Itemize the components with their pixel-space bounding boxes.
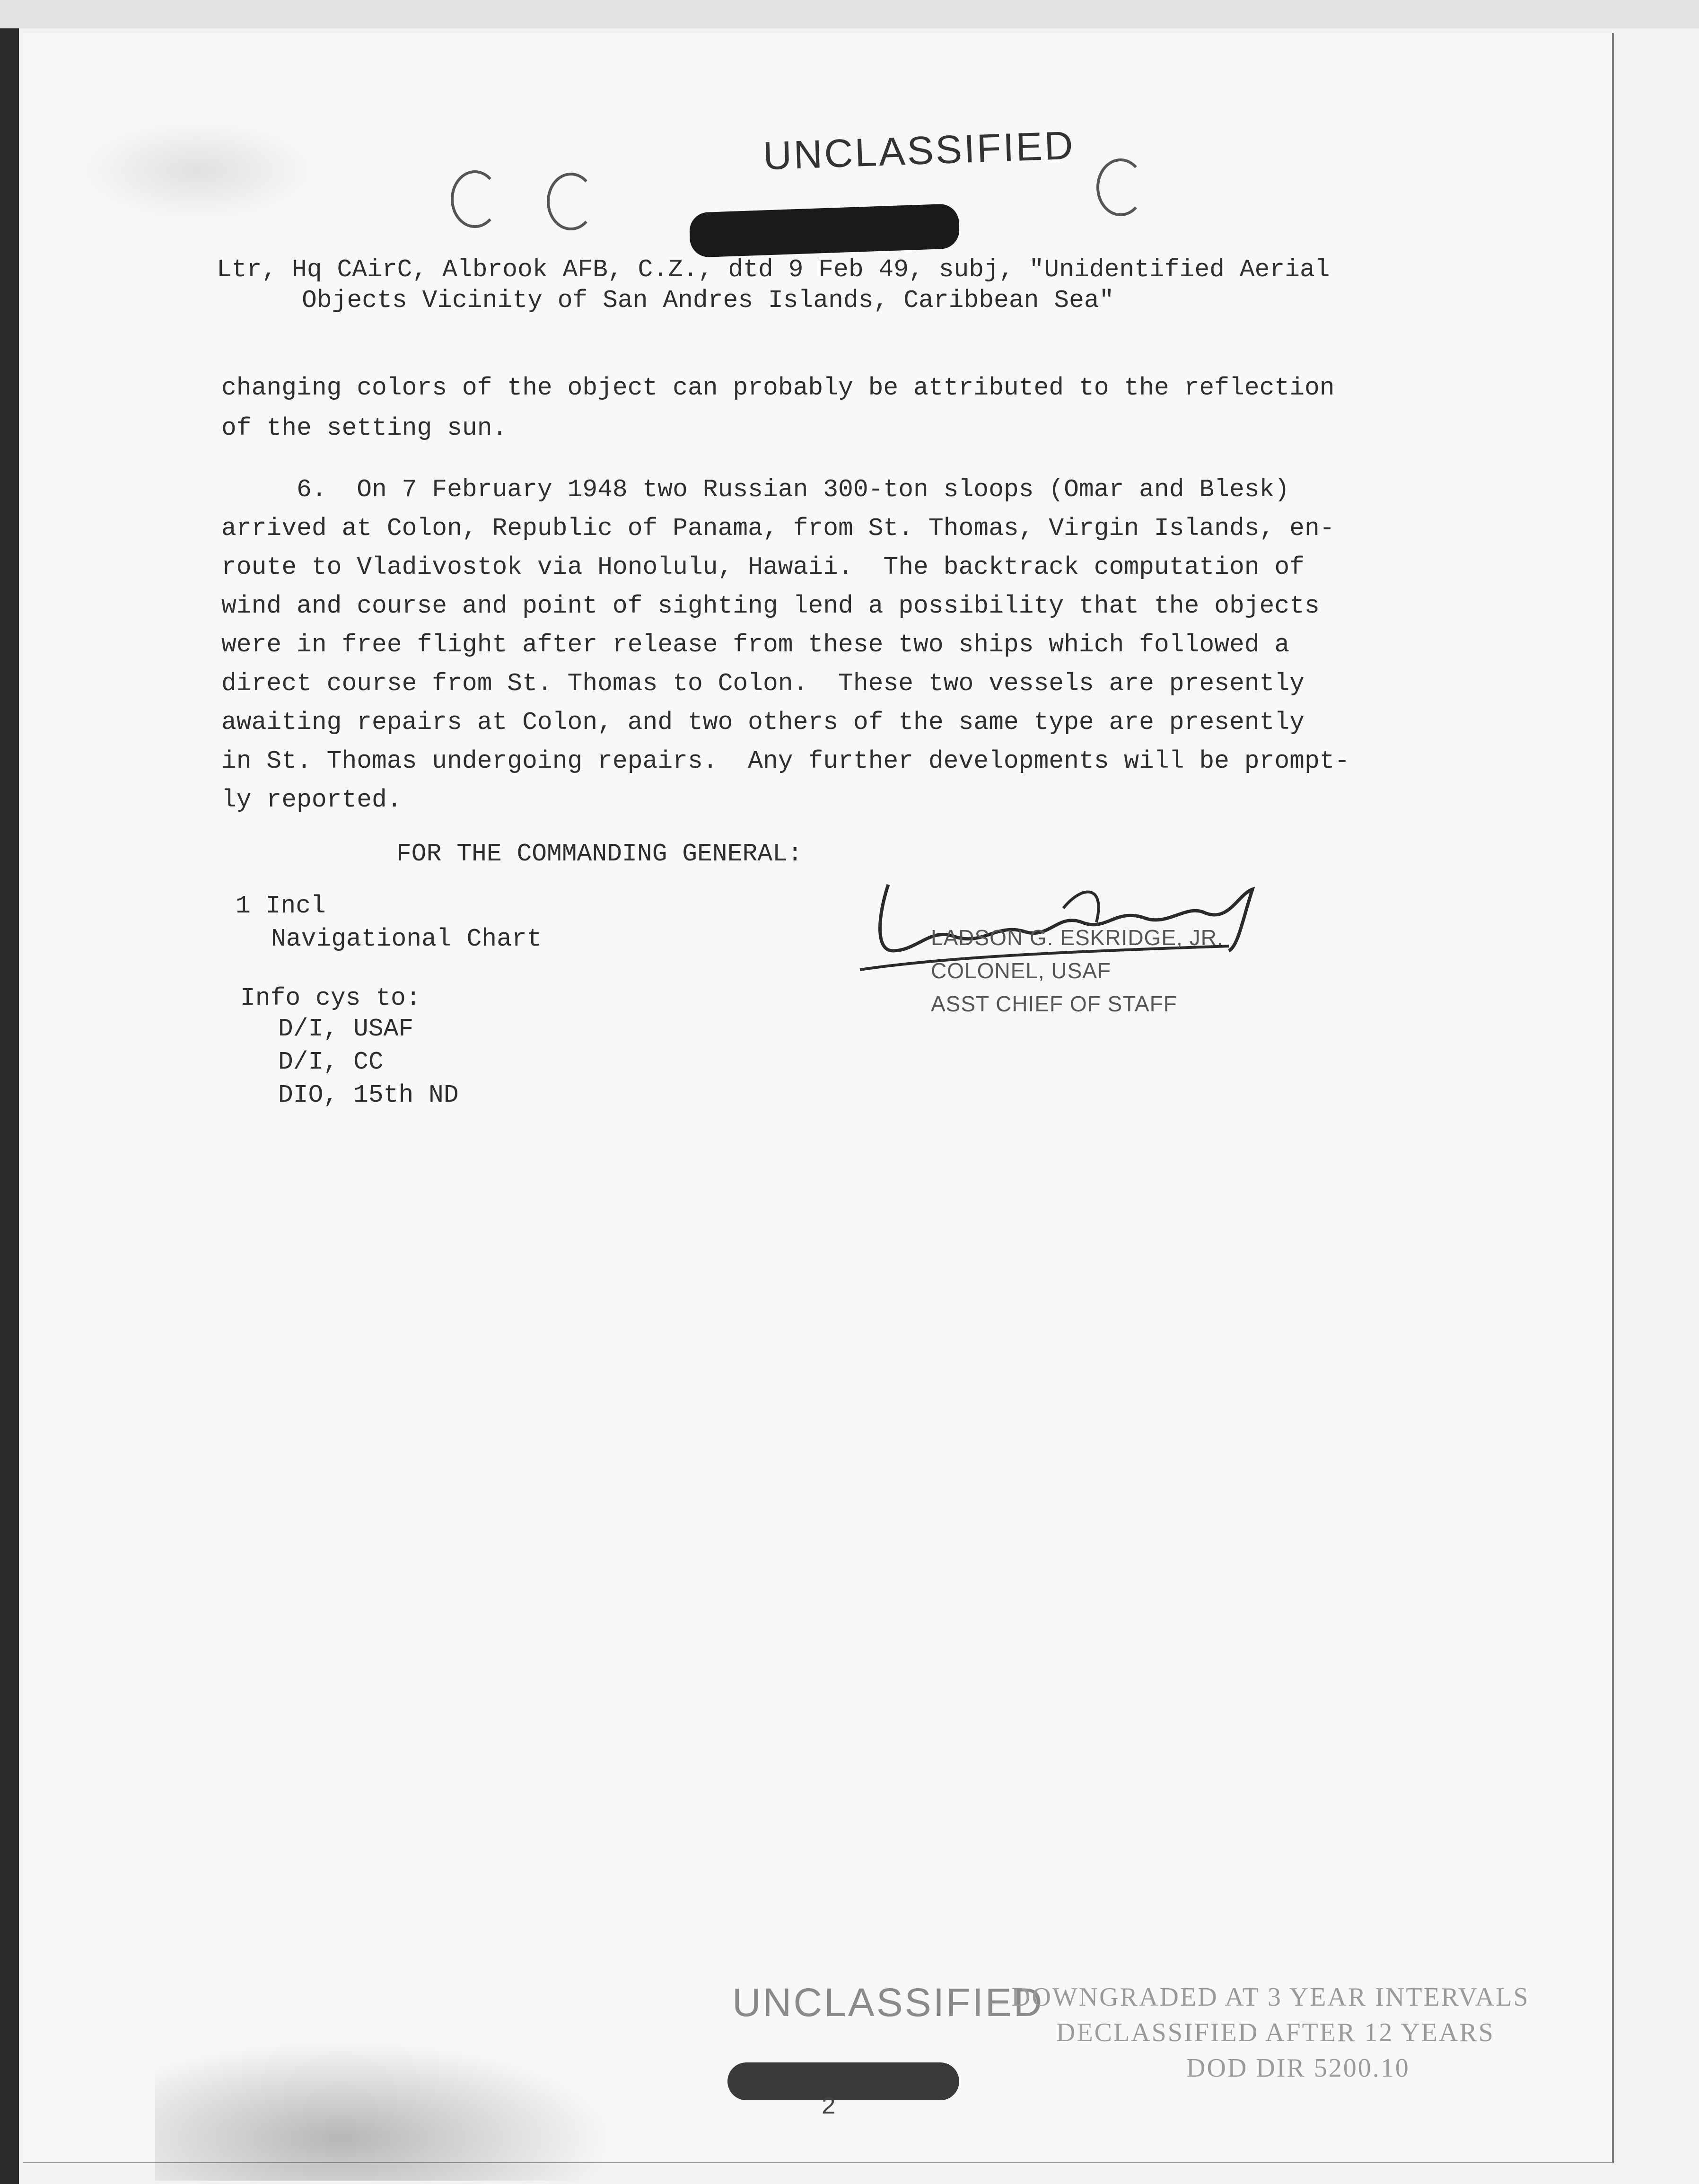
body-line: 6. On 7 February 1948 two Russian 300-ton sloops (Omar and Blesk) xyxy=(221,475,1290,504)
body-line: arrived at Colon, Republic of Panama, from St. Thomas, Virgin Islands, en- xyxy=(221,514,1335,543)
body-line: awaiting repairs at Colon, and two others of the same type are presently xyxy=(221,708,1305,737)
downgrade-line-1: DOWNGRADED AT 3 YEAR INTERVALS xyxy=(1011,1982,1530,2012)
scan-smudge-top xyxy=(75,118,321,222)
classification-stamp-top: UNCLASSIFIED xyxy=(762,123,1076,178)
body-line: changing colors of the object can probably be attributed to the reflection xyxy=(221,374,1335,402)
downgrade-line-2: DECLASSIFIED AFTER 12 YEARS xyxy=(1056,2018,1495,2047)
header-line-2: Objects Vicinity of San Andres Islands, Caribbean Sea" xyxy=(302,286,1114,315)
binder-hole-mark xyxy=(451,170,499,228)
binder-hole-mark xyxy=(1096,158,1145,216)
body-line: of the setting sun. xyxy=(221,414,508,442)
signer-title: ASST CHIEF OF STAFF xyxy=(931,991,1177,1016)
for-commanding-general: FOR THE COMMANDING GENERAL: xyxy=(396,840,803,868)
redaction-bar-top xyxy=(689,203,960,258)
enclosure-count: 1 Incl xyxy=(236,892,326,920)
enclosure-item: Navigational Chart xyxy=(271,925,542,953)
info-copy-recipient: DIO, 15th ND xyxy=(278,1081,459,1109)
redaction-bar-bottom xyxy=(727,2062,959,2100)
body-line: were in free flight after release from these two ships which followed a xyxy=(221,631,1290,659)
document-page xyxy=(23,33,1614,2163)
info-copy-recipient: D/I, USAF xyxy=(278,1015,414,1043)
body-line: ly reported. xyxy=(221,786,402,814)
page-number: 2 xyxy=(821,2093,836,2121)
signer-name: LADSON G. ESKRIDGE, JR. xyxy=(931,925,1224,950)
body-line: route to Vladivostok via Honolulu, Hawaii. The backtrack computation of xyxy=(221,553,1305,581)
info-copy-recipient: D/I, CC xyxy=(278,1048,384,1076)
body-line: direct course from St. Thomas to Colon. These two vessels are presently xyxy=(221,669,1305,698)
info-copies-label: Info cys to: xyxy=(240,984,421,1012)
scan-left-edge xyxy=(0,28,19,2184)
downgrade-line-3: DOD DIR 5200.10 xyxy=(1186,2053,1410,2083)
binder-hole-mark xyxy=(547,173,595,230)
scan-smudge-bottom xyxy=(155,2039,619,2181)
header-line-1: Ltr, Hq CAirC, Albrook AFB, C.Z., dtd 9 Feb 49, subj, "Unidentified Aerial xyxy=(217,255,1330,284)
signer-rank: COLONEL, USAF xyxy=(931,958,1112,983)
classification-stamp-bottom: UNCLASSIFIED xyxy=(732,1980,1044,2025)
scan-top-margin xyxy=(0,0,1699,28)
body-line: in St. Thomas undergoing repairs. Any further developments will be prompt- xyxy=(221,747,1350,775)
body-line: wind and course and point of sighting lend a possibility that the objects xyxy=(221,592,1320,620)
